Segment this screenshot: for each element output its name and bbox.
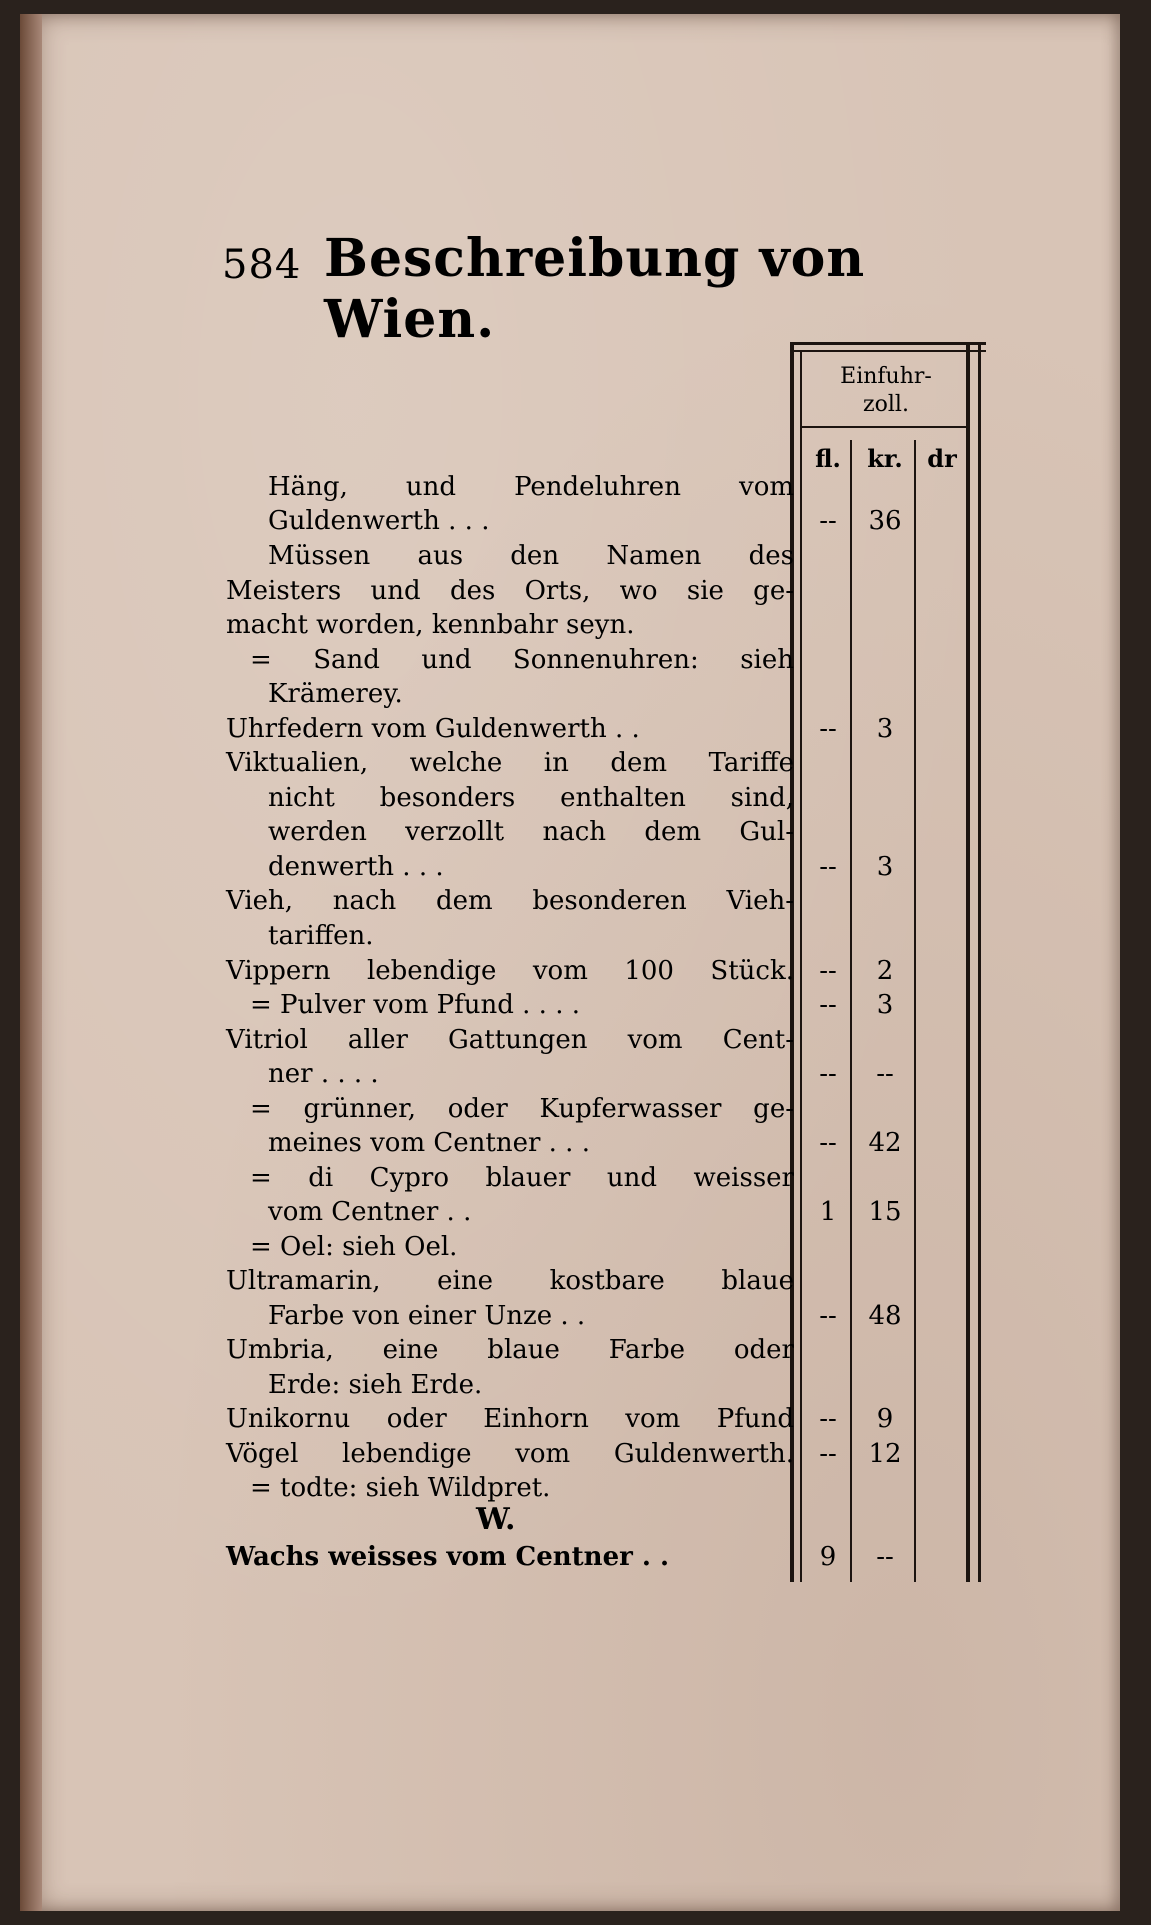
header-divider <box>802 426 968 428</box>
entry-line: = di Cypro blauer und weisser <box>250 1163 794 1193</box>
entry-line: = Pulver vom Pfund . . . . <box>250 990 581 1020</box>
entry-line: Meisters und des Orts, wo sie ge- <box>226 576 794 606</box>
entry-line: = Sand und Sonnenuhren: sieh <box>250 645 794 675</box>
table-right-rule <box>966 342 970 1582</box>
column-header-fl: fl. <box>815 444 841 473</box>
page-number: 584 <box>222 242 302 288</box>
column-header-dr: dr <box>927 444 957 473</box>
running-title: Beschreibung von Wien. <box>324 228 866 350</box>
group-header-line2: zoll. <box>863 392 909 417</box>
column-divider-kr-dr <box>914 440 916 1582</box>
table-left-rule-2 <box>800 350 802 1582</box>
section-letter-w: W. <box>476 1502 516 1537</box>
value-kr: 2 <box>876 956 894 986</box>
value-kr: -- <box>876 1542 894 1572</box>
value-kr: 48 <box>868 1301 902 1331</box>
value-fl: -- <box>819 1404 837 1434</box>
value-kr: 15 <box>868 1197 902 1227</box>
entry-line: Umbria, eine blaue Farbe oder <box>226 1335 794 1365</box>
entry-line: Vitriol aller Gattungen vom Cent- <box>226 1025 794 1055</box>
value-kr: 42 <box>868 1128 902 1158</box>
value-kr: 9 <box>876 1404 894 1434</box>
entry-line: Wachs weisses vom Centner . . <box>226 1542 670 1572</box>
entry-line: Müssen aus den Namen des <box>268 541 794 571</box>
entry-line: Vippern lebendige vom 100 Stück. <box>226 956 794 986</box>
value-fl: -- <box>819 852 837 882</box>
value-fl: 9 <box>819 1542 837 1572</box>
group-header-line1: Einfuhr- <box>840 364 932 389</box>
entry-line: = todte: sieh Wildpret. <box>250 1473 551 1503</box>
entry-line: nicht besonders enthalten sind, <box>268 783 794 813</box>
value-kr: 3 <box>876 714 894 744</box>
entry-line: Unikornu oder Einhorn vom Pfund <box>226 1404 794 1434</box>
value-fl: -- <box>819 956 837 986</box>
value-fl: -- <box>819 1059 837 1089</box>
entry-line: Erde: sieh Erde. <box>268 1370 483 1400</box>
entry-line: meines vom Centner . . . <box>268 1128 590 1158</box>
entry-line: ner . . . . <box>268 1059 379 1089</box>
value-fl: -- <box>819 1439 837 1469</box>
entry-line: Guldenwerth . . . <box>268 506 490 536</box>
entry-line: Uhrfedern vom Guldenwerth . . <box>226 714 640 744</box>
table-top-rule <box>790 342 986 345</box>
value-kr: 3 <box>876 990 894 1020</box>
entry-line: Farbe von einer Unze . . <box>268 1301 586 1331</box>
page-gutter <box>20 14 42 1911</box>
value-fl: -- <box>819 714 837 744</box>
value-fl: -- <box>819 1301 837 1331</box>
value-fl: 1 <box>819 1197 837 1227</box>
entry-line: vom Centner . . <box>268 1197 472 1227</box>
entry-line: = grünner, oder Kupferwasser ge- <box>250 1094 794 1124</box>
value-kr: -- <box>876 1059 894 1089</box>
entry-line: Vieh, nach dem besonderen Vieh- <box>226 886 794 916</box>
page-header <box>222 228 902 350</box>
column-header-kr: kr. <box>867 444 903 473</box>
entry-line: tariffen. <box>268 921 374 951</box>
value-fl: -- <box>819 506 837 536</box>
entry-line: Vögel lebendige vom Guldenwerth. <box>226 1439 794 1469</box>
value-kr: 12 <box>868 1439 902 1469</box>
entry-line: denwerth . . . <box>268 852 444 882</box>
value-fl: -- <box>819 1128 837 1158</box>
table-top-rule-2 <box>790 350 986 352</box>
entry-line: werden verzollt nach dem Gul- <box>268 817 794 847</box>
column-divider-fl-kr <box>850 440 852 1582</box>
entry-line: Ultramarin, eine kostbare blaue <box>226 1266 794 1296</box>
entry-line: Viktualien, welche in dem Tariffe <box>226 748 794 778</box>
entry-line: Krämerey. <box>268 679 403 709</box>
entry-line: macht worden, kennbahr seyn. <box>226 610 635 640</box>
value-kr: 3 <box>876 852 894 882</box>
value-kr: 36 <box>868 506 902 536</box>
value-fl: -- <box>819 990 837 1020</box>
entry-line: = Oel: sieh Oel. <box>250 1232 458 1262</box>
table-right-rule-2 <box>978 342 981 1582</box>
entry-line: Häng, und Pendeluhren vom <box>268 472 794 502</box>
